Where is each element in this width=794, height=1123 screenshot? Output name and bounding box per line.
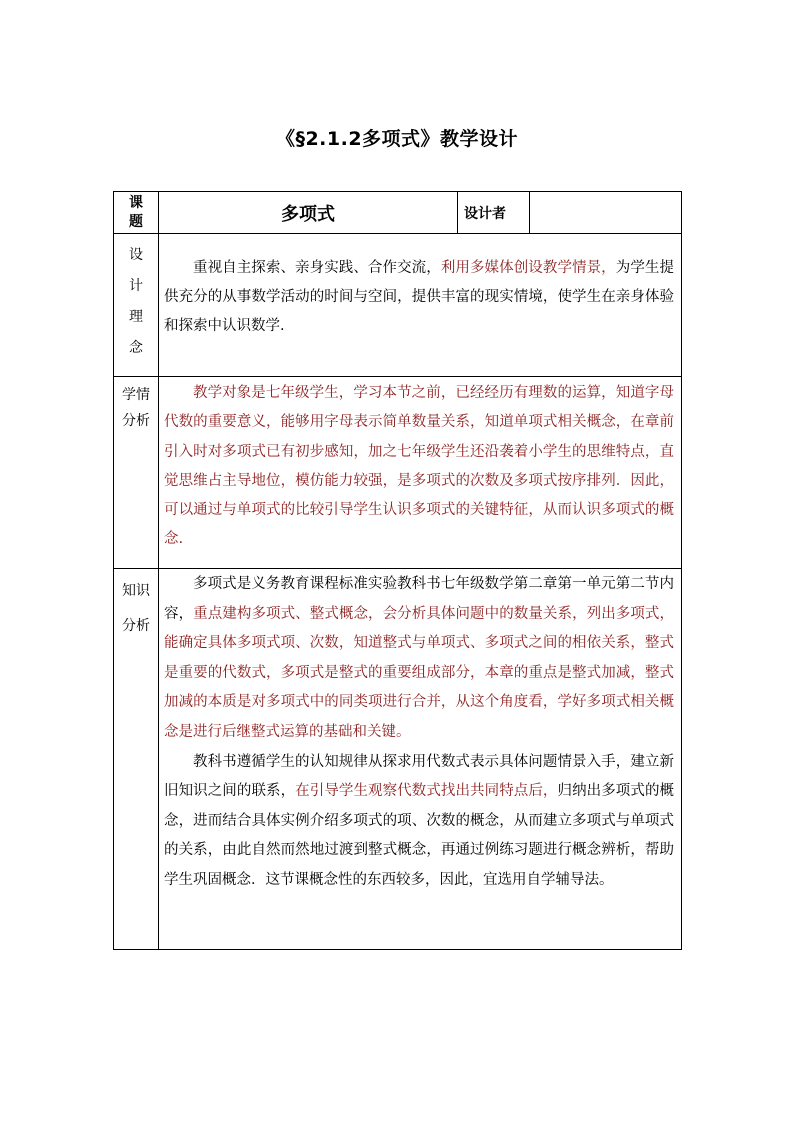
design-idea-text: [159, 234, 682, 377]
knowledge-paragraph-2: [164, 748, 674, 896]
document-title: 《§2.1.2多项式》教学设计: [275, 128, 519, 150]
knowledge-p2-c: 归纳出多项式的概念，进而结合具体实例介绍多项式的项、次数的概念，从而建立多项式与单项式的关系，由此自然而然地过渡到整式概念，再通过例练习题进行概念辨析，帮助学生巩固概念．这节课概念性的东西较多，因此，宜选用自学辅导法。: [164, 783, 675, 888]
header-row: [114, 192, 682, 234]
design-idea-row: [114, 234, 682, 377]
knowledge-p2-b: 在引导学生观察代数式找出共同特点后，: [295, 783, 558, 800]
design-idea-text-c: 为学生提供充分的从事数学活动的时间与空间，提供丰富的现实情境，使学生在亲身体验和探索中认识数学.: [164, 260, 674, 334]
knowledge-p1-a: 多项式是义务教育课程标准实验教科书七年级数学第二章第一单元第二节内容，: [164, 576, 674, 622]
knowledge-p2-a: 教科书遵循学生的认知规律从探求用代数式表示具体问题情景入手，建立新旧知识之间的联系，: [164, 753, 674, 800]
knowledge-p1-b: 重点建构多项式、整式概念，会分析具体问题中的数量关系，列出多项式，能确定具体多项式项、次数，知道整式与单项式、多项式之间的相依关系，整式是重要的代数式，多项式是整式的重要组成部分，本章的重点是整式加减，整式加减的本质是对多项式中的同类项进行合并，从这个角度看，学好多项式相关概念是进行后继整式运算的基础和关键。: [164, 605, 675, 740]
knowledge-analysis-label: [114, 569, 159, 950]
knowledge-analysis-text: [159, 569, 682, 950]
topic-value: 多项式: [159, 192, 458, 234]
knowledge-paragraph-1: [164, 570, 674, 748]
designer-value: [530, 192, 682, 234]
lesson-design-table: [113, 191, 682, 950]
knowledge-analysis-label-text: 知识 分析: [122, 583, 150, 634]
design-idea-text-a: 重视自主探索、亲身实践、合作交流，: [193, 260, 441, 276]
knowledge-analysis-row: [114, 569, 682, 950]
student-analysis-text: [159, 377, 682, 569]
design-idea-label-text: 设 计 理 念: [129, 247, 143, 356]
student-analysis-label-text: 学情 分析: [122, 387, 150, 429]
student-analysis-row: [114, 377, 682, 569]
topic-label: [114, 192, 159, 234]
student-analysis-paragraph: 教学对象是七年级学生，学习本节之前，已经经历有理数的运算，知道字母代数的重要意义，能够用字母表示简单数量关系，知道单项式相关概念，在章前引入时对多项式已有初步感知，加之七年级学生还沿袭着小学生的思维特点，直觉思维占主导地位，模仿能力较强，是多项式的次数及多项式按序排列．因此，可以通过与单项式的比较引导学生认识多项式的关键特征，从而认识多项式的概念.: [164, 385, 674, 548]
student-analysis-label: [114, 377, 159, 569]
topic-label-text: 课 题: [129, 194, 143, 230]
designer-label: 设计者: [458, 192, 530, 234]
design-idea-label: [114, 234, 159, 377]
design-idea-text-b: 利用多媒体创设教学情景，: [440, 260, 616, 276]
